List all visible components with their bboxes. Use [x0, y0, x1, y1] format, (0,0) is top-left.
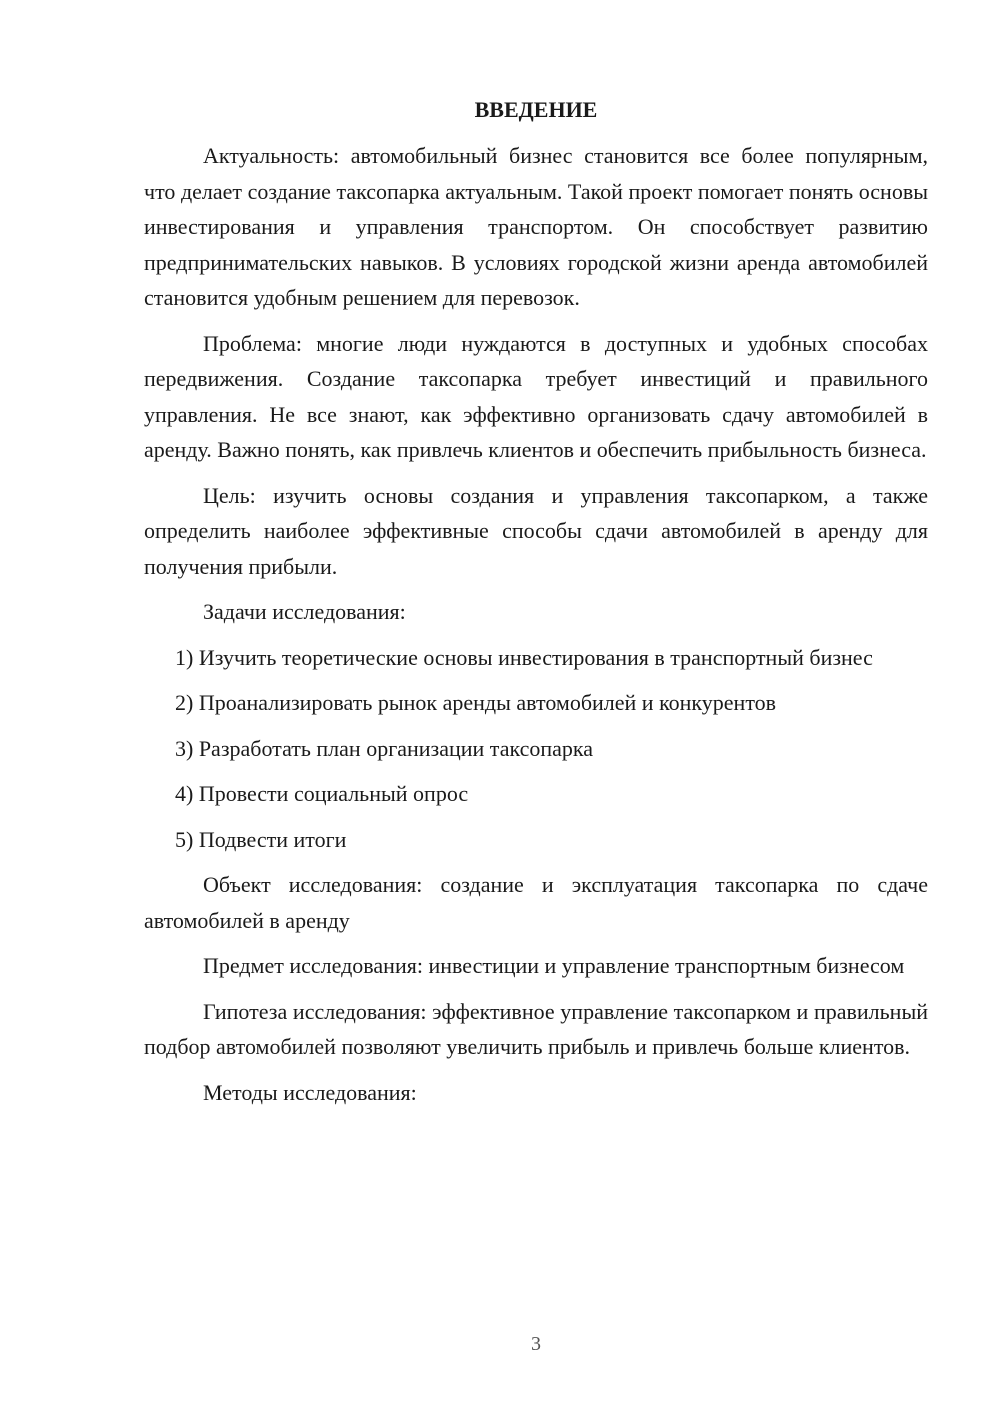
task-item: 1) Изучить теоретические основы инвестирования в транспортный бизнес	[175, 644, 873, 670]
problem-paragraph: Проблема: многие люди нуждаются в доступных и удобных способах передвижения. Создание таксопарка требует инвестиций и правильного управления. Не все знают, как эффективно организовать сдачу автомобилей в аренду. Важно понять, как привлечь клиентов и обеспечить прибыльность бизнеса.	[144, 330, 928, 462]
task-item: 4) Провести социальный опрос	[175, 781, 469, 806]
tasks-label: Задачи исследования:	[203, 599, 406, 624]
task-item: 3) Разработать план организации таксопарка	[175, 735, 594, 761]
task-item: 2) Проанализировать рынок аренды автомобилей и конкурентов	[175, 690, 777, 715]
tasks-list	[144, 640, 928, 858]
goal-paragraph: Цель: изучить основы создания и управления таксопарком, а также определить наиболее эффективные способы сдачи автомобилей в аренду для получения прибыли.	[144, 482, 928, 579]
task-item: 5) Подвести итоги	[175, 826, 347, 852]
object-paragraph: Объект исследования: создание и эксплуатация таксопарка по сдаче автомобилей в аренду	[144, 872, 928, 933]
page-number: 3	[531, 1333, 541, 1355]
subject-paragraph: Предмет исследования: инвестиции и управление транспортным бизнесом	[203, 953, 905, 978]
page-content	[144, 94, 928, 1120]
relevance-paragraph: Актуальность: автомобильный бизнес становится все более популярным, что делает создание таксопарка актуальным. Такой проект помогает понять основы инвестирования и управления транспортом. Он способствует развитию предпринимательских навыков. В условиях городской жизни аренда автомобилей становится удобным решением для перевозок.	[144, 143, 928, 310]
hypothesis-paragraph: Гипотеза исследования: эффективное управление таксопарком и правильный подбор автомобилей позволяют увеличить прибыль и привлечь больше клиентов.	[144, 998, 928, 1059]
methods-label: Методы исследования:	[203, 1079, 417, 1105]
section-heading: ВВЕДЕНИЕ	[474, 97, 598, 122]
